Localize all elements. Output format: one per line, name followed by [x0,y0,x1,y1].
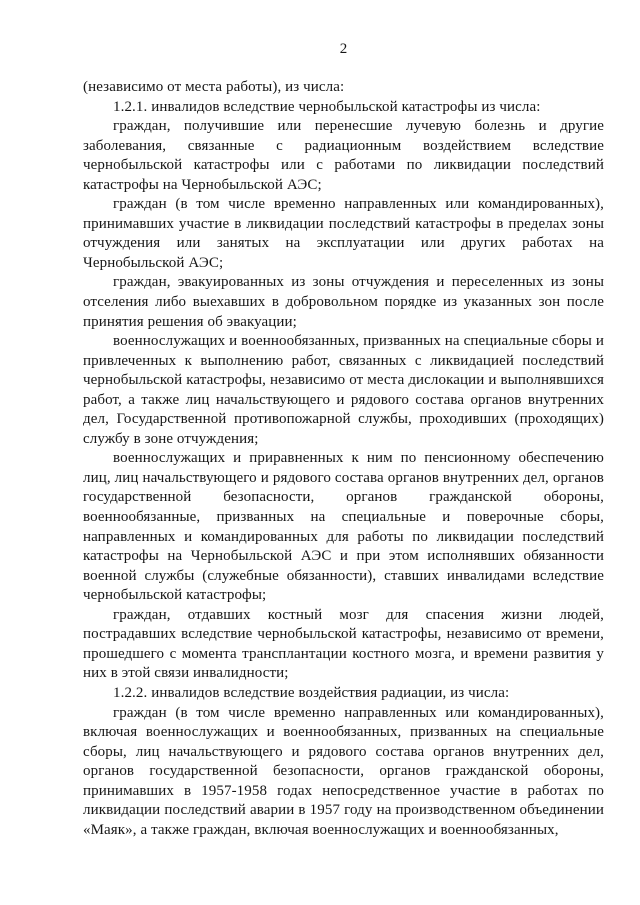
paragraph-section-1-2-2: 1.2.2. инвалидов вследствие воздействия радиации, из числа: [113,684,510,701]
paragraph-continuation: (независимо от места работы), из числа: [83,79,345,95]
page-number: 2 [339,41,348,57]
paragraph-mayak-participants: граждан (в том числе временно направленных или командированных), включая военнослужащих и военнообязанных, призванных на специальные сборы, лиц начальствующего и рядового состава органов внутренних дел, органов государственной безопасности, органов гражданской обороны, принимавших в 1957-1958 годах непосредственное участие в работах по ликвидации последствий аварии в 1957 году на производственном объединении «Маяк», а также граждан, включая военнослужащих и военнообязанных, [83,704,604,838]
paragraph-evacuated-citizens: граждан, эвакуированных из зоны отчуждения и переселенных из зоны отселения либо выехавших в добровольном порядке из указанных зон после принятия решения об эвакуации; [83,274,604,330]
paragraph-exclusion-zone-workers: граждан (в том числе временно направленных или командированных), принимавших участие в ликвидации последствий катастрофы в пределах зоны отчуждения или занятых на эксплуатации или других работах на Чернобыльской АЭС; [83,196,604,271]
paragraph-servicemen-liquidation: военнослужащих и военнообязанных, призванных на специальные сборы и привлеченных к выполнению работ, связанных с ликвидацией последствий чернобыльской катастрофы, независимо от места дислокации и выполнявшихся работ, а также лиц начальствующего и рядового состава органов внутренних дел, Государственной противопожарной службы, проходивших (проходящих) службу в зоне отчуждения; [83,333,604,447]
paragraph-radiation-illness: граждан, получившие или перенесшие лучевую болезнь и другие заболевания, связанные с радиационным воздействием вследствие чернобыльской катастрофы или с работами по ликвидации последствий катастрофы на Чернобыльской АЭС; [83,118,604,193]
document-body [83,78,604,840]
paragraph-bone-marrow-donors: граждан, отдавших костный мозг для спасения жизни людей, пострадавших вследствие чернобыльской катастрофы, независимо от времени, прошедшего с момента трансплантации костного мозга, и времени развития у них в этой связи инвалидности; [83,606,604,682]
paragraph-servicemen-pension: военнослужащих и приравненных к ним по пенсионному обеспечению лиц, лиц начальствующего и рядового состава органов внутренних дел, органов государственной безопасности, органов гражданской обороны, военнообязанные, призванных на специальные и поверочные сборы, направленных и командированных для работы по ликвидации последствий катастрофы на Чернобыльской АЭС и при этом исполнявших обязанности военной службы (служебные обязанности), ставших инвалидами вследствие чернобыльской катастрофы; [83,450,604,604]
paragraph-section-1-2-1: 1.2.1. инвалидов вследствие чернобыльской катастрофы из числа: [113,98,541,115]
